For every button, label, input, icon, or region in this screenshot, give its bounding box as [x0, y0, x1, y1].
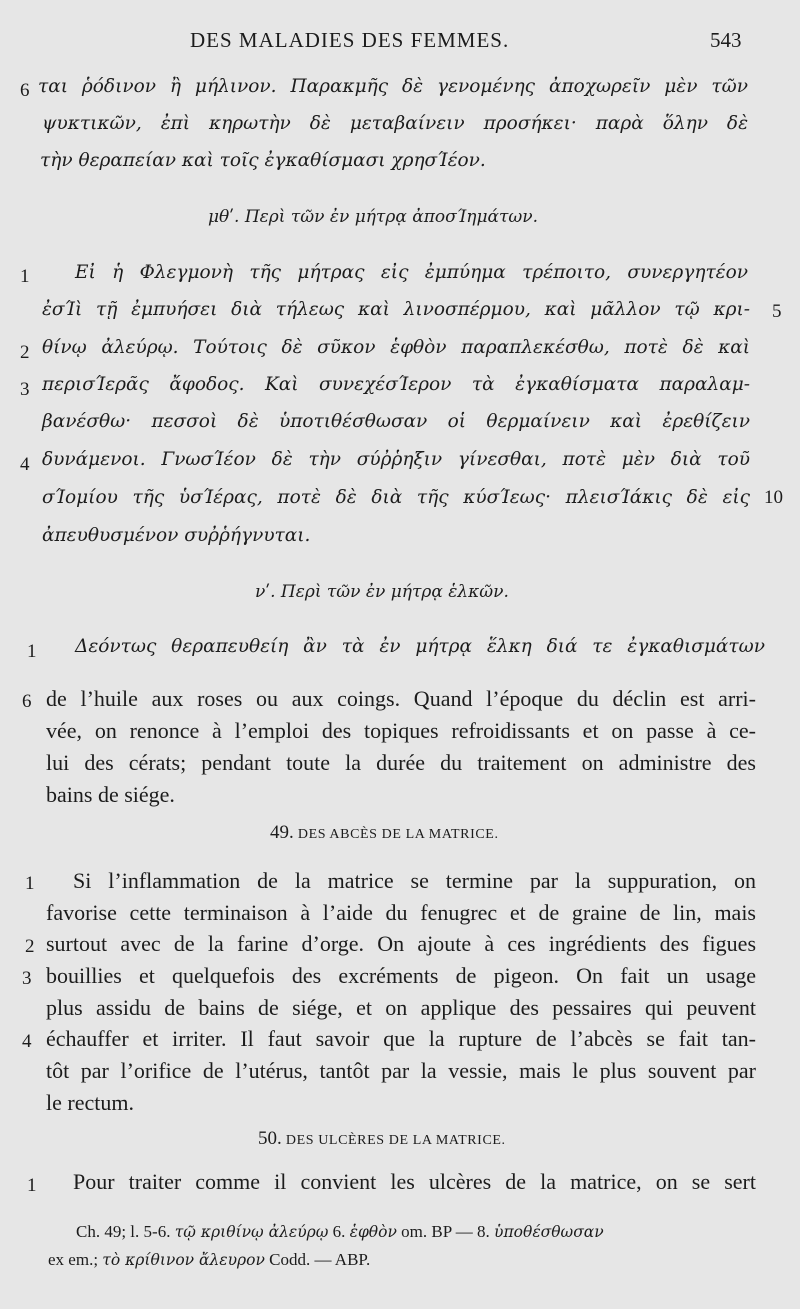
line-number: 6: [20, 80, 30, 101]
greek-line: βανέσθω· πεσσοὶ δὲ ὑποτιθέσθωσαν οἱ θερμαίνειν καὶ ἐρεθίζειν: [42, 411, 750, 432]
section-number: 49.: [270, 822, 294, 843]
greek-line: σΊομίου τῆς ὑσΊέρας, ποτὲ δὲ διὰ τῆς κύσΊεως· πλεισΊάκις δὲ εἰς: [42, 487, 750, 508]
french-line: surtout avec de la farine d’orge. On ajoute à ces ingrédients des figues: [46, 931, 756, 956]
french-line: favorise cette terminaison à l’aide du fenugrec et de graine de lin, mais: [46, 900, 756, 925]
running-title: DES MALADIES DES FEMMES.: [190, 28, 510, 52]
apparatus-text: ex em.;: [48, 1250, 103, 1269]
greek-line: ται ῥόδινον ἢ μήλινον. Παρακμῆς δὲ γενομένης ἀποχωρεῖν μὲν τῶν: [38, 76, 748, 97]
apparatus-text: 6.: [328, 1222, 350, 1241]
apparatus-text: Codd. — ABP.: [264, 1250, 371, 1269]
apparatus-line: [48, 1250, 370, 1270]
apparatus-text: om. BP — 8.: [396, 1222, 495, 1241]
french-line: bains de siége.: [46, 782, 175, 807]
greek-section-heading: μθʹ. Περὶ τῶν ἐν μήτρᾳ ἀποσΊημάτων.: [208, 207, 538, 227]
page-number: 543: [710, 28, 742, 52]
french-line: Pour traiter comme il convient les ulcères de la matrice, on se sert: [73, 1169, 756, 1194]
line-number: 3: [20, 379, 30, 400]
line-number: 10: [764, 487, 783, 508]
line-number: 4: [22, 1031, 32, 1052]
greek-line: τὴν θεραπείαν καὶ τοῖς ἐγκαθίσμασι χρησΊέον.: [40, 150, 486, 171]
greek-line: Δεόντως θεραπευθείη ἂν τὰ ἐν μήτρᾳ ἕλκη διά τε ἐγκαθισμάτων: [75, 636, 765, 657]
line-number: 1: [25, 873, 35, 894]
french-line: échauffer et irriter. Il faut savoir que la rupture de l’abcès se fait tan-: [46, 1026, 756, 1051]
french-section-heading: [258, 1128, 506, 1150]
apparatus-text: Ch. 49; l. 5-6.: [76, 1222, 175, 1241]
greek-line: ἀπευθυσμένον συῤῥήγνυται.: [42, 525, 311, 546]
greek-line: θίνῳ ἀλεύρῳ. Τούτοις δὲ σῦκον ἑφθὸν παραπλεκέσθω, ποτὲ δὲ καὶ: [42, 337, 750, 358]
greek-line: ἐσΊὶ τῇ ἐμπυήσει διὰ τήλεως καὶ λινοσπέρμου, καὶ μᾶλλον τῷ κρι-: [42, 299, 750, 320]
apparatus-greek: ἑφθὸν: [349, 1223, 397, 1241]
line-number: 1: [27, 641, 37, 662]
line-number: 5: [772, 301, 782, 322]
french-line: de l’huile aux roses ou aux coings. Quand l’époque du déclin est arri-: [46, 686, 756, 711]
french-line: bouillies et quelquefois des excréments de pigeon. On fait un usage: [46, 963, 756, 988]
greek-line: περισΊερᾶς ἄφοδος. Καὶ συνεχέσΊερον τὰ ἐγκαθίσματα παραλαμ-: [42, 374, 750, 395]
french-line: plus assidu de bains de siége, et on applique des pessaires qui peuvent: [46, 995, 756, 1020]
line-number: 4: [20, 454, 30, 475]
greek-line: ψυκτικῶν, ἐπὶ κηρωτὴν δὲ μεταβαίνειν προσήκει· παρὰ ὅλην δὲ: [42, 113, 748, 134]
line-number: 1: [27, 1175, 37, 1196]
french-line: le rectum.: [46, 1090, 134, 1115]
greek-line: δυνάμενοι. ΓνωσΊέον δὲ τὴν σύῤῥηξιν γίνεσθαι, ποτὲ μὲν διὰ τοῦ: [42, 449, 750, 470]
apparatus-greek: τῷ κριθίνῳ ἀλεύρῳ: [174, 1223, 329, 1241]
greek-line: Εἰ ἡ Φλεγμονὴ τῆς μήτρας εἰς ἐμπύημα τρέποιτο, συνεργητέον: [75, 262, 748, 283]
french-section-heading: [270, 822, 499, 844]
line-number: 2: [20, 342, 30, 363]
line-number: 1: [20, 266, 30, 287]
apparatus-line: [76, 1222, 604, 1242]
line-number: 6: [22, 691, 32, 712]
section-number: 50.: [258, 1128, 282, 1149]
french-line: lui des cérats; pendant toute la durée du traitement on administre des: [46, 750, 756, 775]
french-line: vée, on renonce à l’emploi des topiques refroidissants et on passe à ce-: [46, 718, 756, 743]
line-number: 3: [22, 968, 32, 989]
apparatus-greek: τὸ κρίθινον ἄλευρον: [102, 1251, 265, 1269]
line-number: 2: [25, 936, 35, 957]
french-line: Si l’inflammation de la matrice se termine par la suppuration, on: [73, 868, 756, 893]
french-line: tôt par l’orifice de l’utérus, tantôt par la vessie, mais le plus souvent par: [46, 1058, 756, 1083]
section-title: DES ABCÈS DE LA MATRICE.: [297, 827, 499, 842]
apparatus-greek: ὑποθέσθωσαν: [494, 1223, 604, 1241]
section-title: DES ULCÈRES DE LA MATRICE.: [285, 1133, 506, 1148]
greek-section-heading: νʹ. Περὶ τῶν ἐν μήτρᾳ ἑλκῶν.: [255, 582, 509, 602]
